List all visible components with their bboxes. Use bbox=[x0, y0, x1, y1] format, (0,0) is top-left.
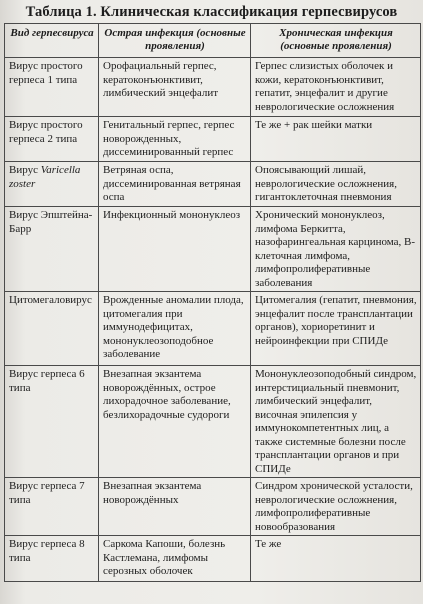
cell-acute: Ветряная оспа, диссеминированная ветряная оспа bbox=[99, 162, 251, 207]
header-row bbox=[5, 24, 421, 58]
table-row bbox=[5, 478, 421, 536]
table-row bbox=[5, 536, 421, 582]
cell-acute: Внезапная экзантема новорождённых bbox=[99, 478, 251, 536]
cell-chronic: Те же bbox=[251, 536, 421, 582]
cell-chronic: Те же + рак шейки матки bbox=[251, 117, 421, 162]
cell-virus-type: Вирус герпеса 8 типа bbox=[5, 536, 99, 582]
table-row bbox=[5, 117, 421, 162]
cell-acute: Саркома Капоши, болезнь Кастлемана, лимфомы серозных оболочек bbox=[99, 536, 251, 582]
cell-virus-type: Вирус простого герпеса 2 типа bbox=[5, 117, 99, 162]
virus-species-name: Varicella zoster bbox=[9, 164, 81, 190]
table-row bbox=[5, 162, 421, 207]
cell-acute: Генитальный герпес, герпес новорожденных, диссеминированный герпес bbox=[99, 117, 251, 162]
cell-virus-type: Вирус герпеса 7 типа bbox=[5, 478, 99, 536]
cell-chronic: Опоясывающий лишай, неврологические осложнения, гигантоклеточная пневмония bbox=[251, 162, 421, 207]
table-row bbox=[5, 366, 421, 478]
cell-chronic: Цитомегалия (гепатит, пневмония, энцефалит после трансплантации органов), хориоретинит и нейроинфекции при СПИДе bbox=[251, 292, 421, 366]
table-row bbox=[5, 207, 421, 292]
cell-chronic: Мононуклеозоподобный синдром, интерстициальный пневмонит, лимбический энцефалит, височная эпилепсия у иммунокомпетентных лиц, а также системные болезни после трансплантации органов и при СПИДе bbox=[251, 366, 421, 478]
cell-chronic: Герпес слизистых оболочек и кожи, кератоконъюнктивит, гепатит, энцефалит и другие неврологические осложнения bbox=[251, 58, 421, 117]
table-row bbox=[5, 292, 421, 366]
cell-acute: Орофациальный герпес, кератоконъюнктивит, лимбический энцефалит bbox=[99, 58, 251, 117]
cell-chronic: Хронический мононуклеоз, лимфома Беркитта, назофарингеальная карцинома, В-клеточная лимфома, лимфопролиферативные заболевания bbox=[251, 207, 421, 292]
cell-virus-type: Цитомегаловирус bbox=[5, 292, 99, 366]
cell-virus-type: Вирус герпеса 6 типа bbox=[5, 366, 99, 478]
cell-chronic: Синдром хронической усталости, неврологические осложнения, лимфопролиферативные новообразования bbox=[251, 478, 421, 536]
header-chronic-infection: Хроническая инфекция (основные проявления) bbox=[251, 24, 421, 58]
cell-virus-type bbox=[5, 162, 99, 207]
cell-virus-type: Вирус Эпштейна-Барр bbox=[5, 207, 99, 292]
cell-acute: Инфекционный мононуклеоз bbox=[99, 207, 251, 292]
herpesvirus-classification-table bbox=[4, 23, 421, 582]
table-title: Таблица 1. Клиническая классификация герпесвирусов bbox=[25, 4, 398, 20]
cell-acute: Врожденные аномалии плода, цитомегалия при иммунодефицитах, мононуклеозоподобное заболевание bbox=[99, 292, 251, 366]
table-row bbox=[5, 58, 421, 117]
header-virus-type: Вид герпесвируса bbox=[5, 24, 99, 58]
header-acute-infection: Острая инфекция (основные проявления) bbox=[99, 24, 251, 58]
cell-acute: Внезапная экзантема новорождённых, острое лихорадочное заболевание, безлихорадочные судороги bbox=[99, 366, 251, 478]
virus-prefix: Вирус bbox=[9, 164, 38, 176]
cell-virus-type: Вирус простого герпеса 1 типа bbox=[5, 58, 99, 117]
